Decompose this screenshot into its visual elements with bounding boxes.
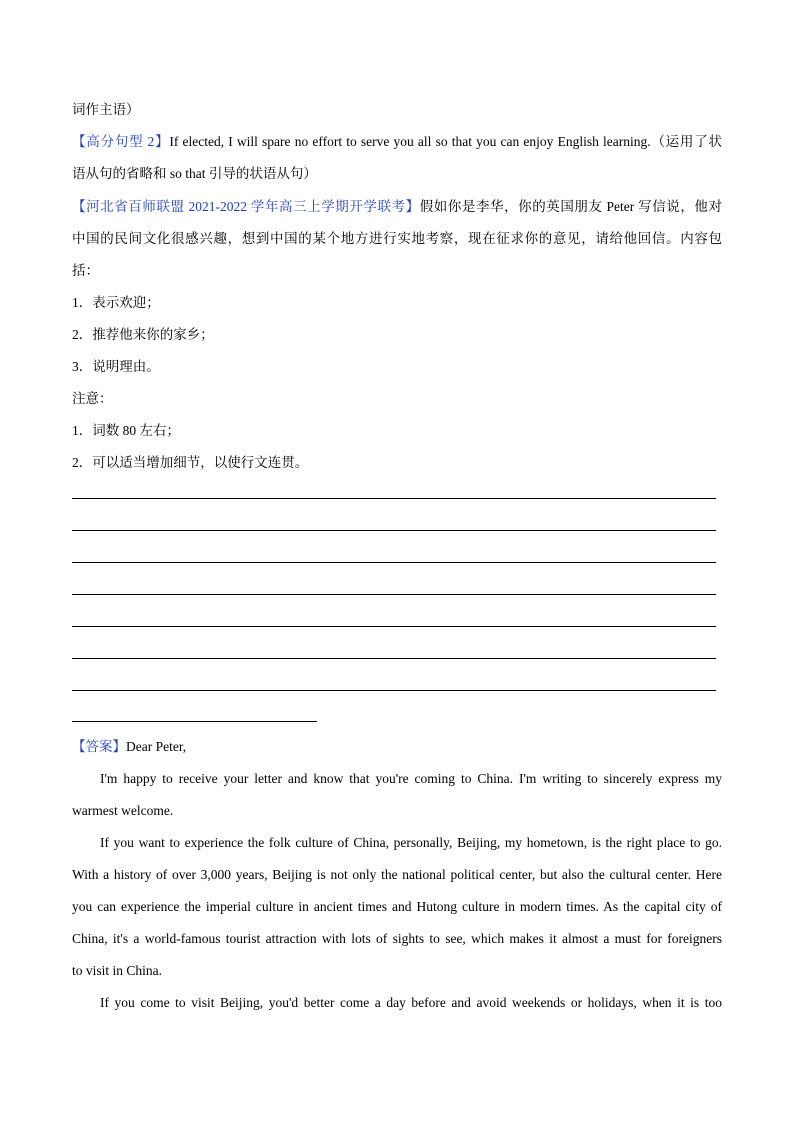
question-source: 【河北省百师联盟 2021-2022 学年高三上学期开学联考】 — [72, 199, 420, 214]
sentence-pattern-2 — [72, 132, 722, 152]
content-item: 2．推荐他来你的家乡； — [72, 327, 214, 342]
writing-line — [72, 530, 716, 531]
answer-salutation: Dear Peter, — [126, 739, 187, 754]
question-intro — [72, 197, 722, 217]
answer-paragraph-2-cont: to visit in China. — [72, 963, 163, 978]
sentence-pattern-tag: 【高分句型 2】 — [72, 134, 170, 149]
answer-paragraph-2-cont: China, it's a world-famous tourist attraction with lots of sights to see, which makes it almost a must for foreigners — [72, 931, 722, 946]
content-item: 1．表示欢迎； — [72, 295, 160, 310]
note-item: 1．词数 80 左右； — [72, 423, 180, 438]
answer-paragraph-2: If you want to experience the folk culture of China, personally, Beijing, my hometown, is the right place to go. — [100, 835, 722, 850]
writing-line — [72, 690, 716, 691]
writing-line — [72, 658, 716, 659]
answer-paragraph-2-cont: With a history of over 3,000 years, Beijing is not only the national political center, but also the cultural center. Here — [72, 867, 722, 882]
sentence-pattern-2-cont: 语从句的省略和 so that 引导的状语从句） — [72, 166, 317, 181]
writing-line — [72, 594, 716, 595]
answer-tag: 【答案】 — [72, 739, 126, 754]
note-item: 2．可以适当增加细节，以使行文连贯。 — [72, 455, 309, 470]
answer-paragraph-2-cont: you can experience the imperial culture in ancient times and Hutong culture in modern times. As the capital city of — [72, 899, 722, 914]
writing-line — [72, 562, 716, 563]
writing-line-short — [72, 721, 317, 722]
question-text-3: 括： — [72, 263, 99, 278]
notes-label: 注意： — [72, 391, 113, 406]
answer-paragraph-1: I'm happy to receive your letter and know that you're coming to China. I'm writing to sincerely express my — [100, 771, 722, 786]
writing-line — [72, 498, 716, 499]
content-item: 3．说明理由。 — [72, 359, 160, 374]
answer-paragraph-1-cont: warmest welcome. — [72, 803, 174, 818]
question-text-1: 假如你是李华，你的英国朋友 Peter 写信说，他对 — [419, 199, 722, 214]
sentence-pattern-text: If elected, I will spare no effort to serve you all so that you can enjoy English learning.（运用了状 — [169, 134, 722, 149]
previous-fragment: 词作主语） — [72, 102, 140, 117]
question-text-2: 中国的民间文化很感兴趣，想到中国的某个地方进行实地考察，现在征求你的意见，请给他回信。内容包 — [72, 231, 722, 246]
answer-paragraph-3: If you come to visit Beijing, you'd better come a day before and avoid weekends or holidays, when it is too — [100, 995, 722, 1010]
writing-line — [72, 626, 716, 627]
answer-heading — [72, 737, 722, 757]
